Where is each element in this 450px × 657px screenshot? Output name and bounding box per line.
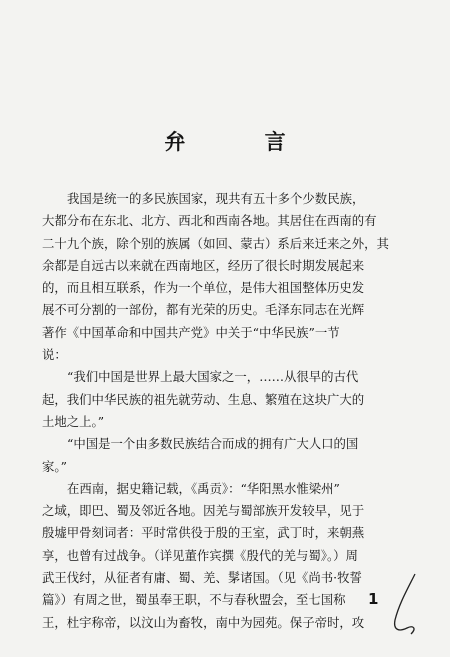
text-line: 说： — [42, 347, 67, 363]
text-line: 我国是统一的多民族国家，现共有五十多个少数民族， — [67, 191, 365, 206]
text-line: 殷墟甲骨刻词者：平时常供役于殷的王室，武丁时，来朝燕 — [42, 525, 365, 541]
text-line: 武王伐纣，从征者有庸、蜀、羌、髳诸国。（见《尚书·牧誓 — [42, 570, 362, 586]
text-line: 起，我们中华民族的祖先就劳动、生息、繁殖在这块广大的 — [42, 391, 365, 407]
text-line: 余都是自远古以来就在西南地区，经历了很长时期发展起来 — [42, 257, 365, 273]
text-line: 在西南，据史籍记载，《禹贡》：“华阳黑水惟梁州” — [67, 480, 340, 496]
text-line: 二十九个族，除个别的族属（如回、蒙古）系后来迁来之外，其 — [42, 235, 389, 251]
text-line: 篇》）有周之世，蜀虽奉王职，不与春秋盟会，至七国称 — [42, 592, 346, 608]
text-line: 享，也曾有过战争。（详见董作宾撰《殷代的羌与蜀》。）周 — [42, 547, 358, 563]
text-line: 王，杜宇称帝，以汶山为畜牧，南中为园苑。保子帝时，攻 — [42, 614, 365, 630]
page-title: 弁 言 — [164, 130, 322, 154]
text-line: “我们中国是世界上最大国家之一，……从很早的古代 — [67, 369, 359, 385]
text-line: 的，而且相互联系，作为一个单位，是伟大祖国整体历史发 — [42, 280, 365, 296]
page-number: 1 — [368, 590, 379, 608]
text-line: 著作《中国革命和中国共产党》中关于“中华民族”一节 — [42, 324, 340, 340]
text-line: 土地之上。” — [42, 413, 105, 429]
text-line: “中国是一个由多数民族结合而成的拥有广大人口的国 — [67, 436, 359, 452]
text-line: 大都分布在东北、北方、西北和西南各地。其居住在西南的有 — [42, 213, 377, 229]
body-text — [42, 188, 420, 634]
text-line: 之域，即巴、蜀及邻近各地。因羌与蜀部族开发较早，见于 — [42, 503, 365, 519]
text-line: 家。” — [42, 458, 67, 474]
pen-mark-icon — [385, 570, 425, 640]
text-line: 展不可分割的一部份，都有光荣的历史。毛泽东同志在光辉 — [42, 302, 365, 318]
